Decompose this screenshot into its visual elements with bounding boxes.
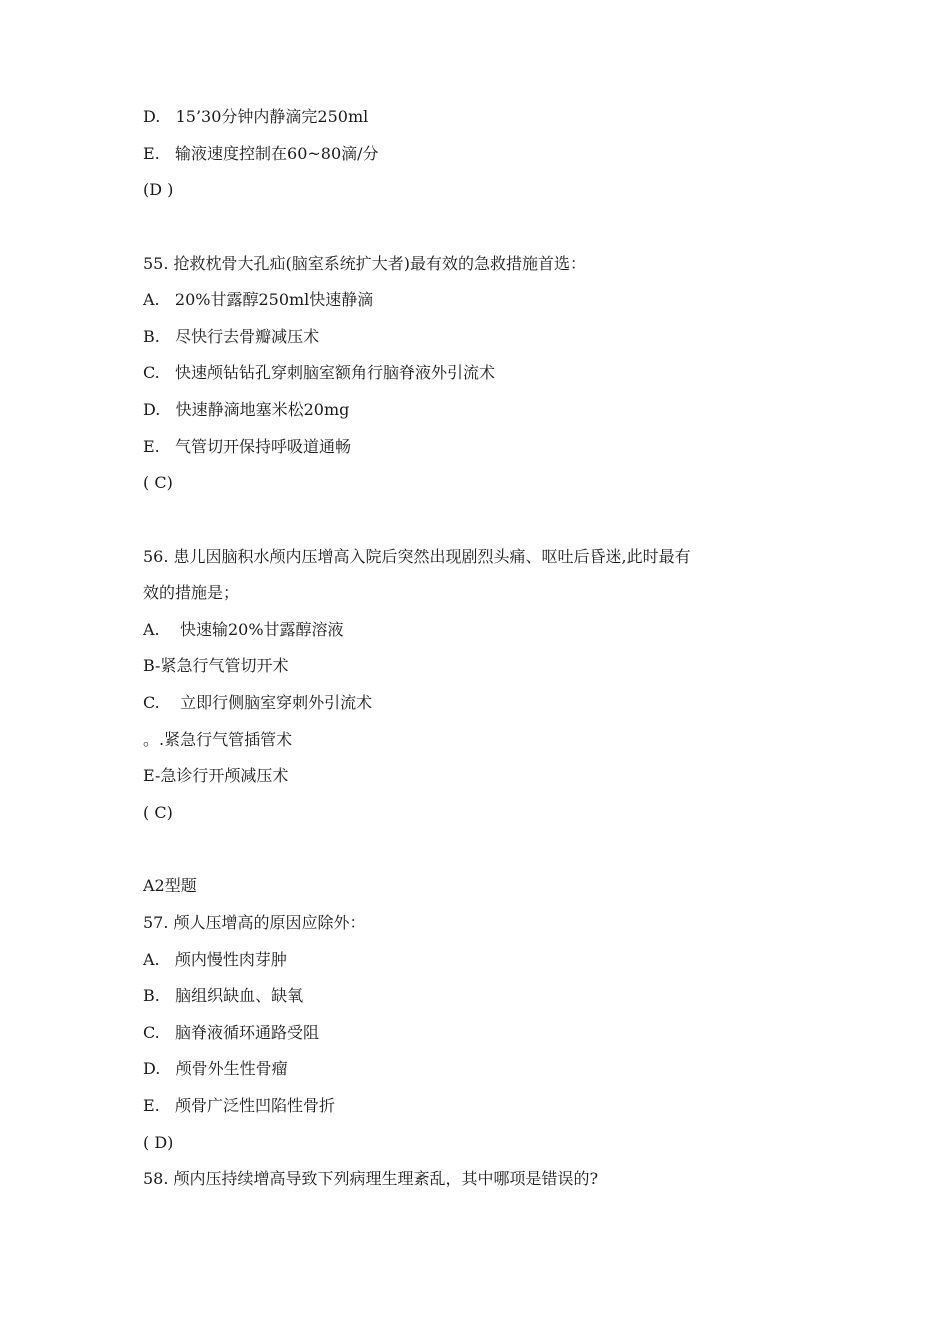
option-e-q55: E. 气管切开保持呼吸道通畅 (143, 437, 352, 456)
question-57: 57. 颅人压增高的原因应除外： (143, 913, 366, 932)
answer-q54: (D ) (143, 180, 174, 199)
section-heading-a2: A2型题 (143, 876, 197, 895)
option-d-q56: 。.紧急行气管插管术 (143, 730, 293, 749)
answer-q56: ( C) (143, 803, 173, 822)
option-d-q54: D. 15’30分钟内静滴完250ml (143, 107, 369, 126)
option-c-q56: C. 立即行侧脑室穿刺外引流术 (143, 693, 373, 712)
option-d-q55: D. 快速静滴地塞米松20mg (143, 400, 350, 419)
answer-q55: ( C) (143, 473, 173, 492)
question-55: 55. 抢救枕骨大孔疝(脑室系统扩大者)最有效的急救措施首选： (143, 254, 587, 273)
question-56: 56. 患儿因脑积水颅内压增高入院后突然出现剧烈头痛、呕吐后昏迷,此时最有 (143, 547, 691, 566)
question-56-continued: 效的措施是； (143, 583, 240, 602)
option-a-q57: A. 颅内慢性肉芽肿 (143, 950, 287, 969)
question-58: 58. 颅内压持续增高导致下列病理生理紊乱，其中哪项是错误的? (143, 1169, 599, 1188)
option-b-q57: B. 脑组织缺血、缺氧 (143, 986, 304, 1005)
option-e-q56: E-急诊行开颅减压术 (143, 766, 289, 785)
option-e-q57: E. 颅骨广泛性凹陷性骨折 (143, 1096, 336, 1115)
option-c-q55: C. 快速颅钻钻孔穿刺脑室额角行脑脊液外引流术 (143, 363, 496, 382)
option-b-q56: B-紧急行气管切开术 (143, 656, 289, 675)
answer-q57: ( D) (143, 1133, 174, 1152)
option-c-q57: C. 脑脊液循环通路受阻 (143, 1023, 320, 1042)
option-e-q54: E. 输液速度控制在60~80滴/分 (143, 144, 379, 163)
option-a-q56: A. 快速输20%甘露醇溶液 (143, 620, 344, 639)
option-a-q55: A. 20%甘露醇250ml快速静滴 (143, 290, 374, 309)
option-d-q57: D. 颅骨外生性骨瘤 (143, 1059, 288, 1078)
option-b-q55: B. 尽快行去骨瓣减压术 (143, 327, 320, 346)
